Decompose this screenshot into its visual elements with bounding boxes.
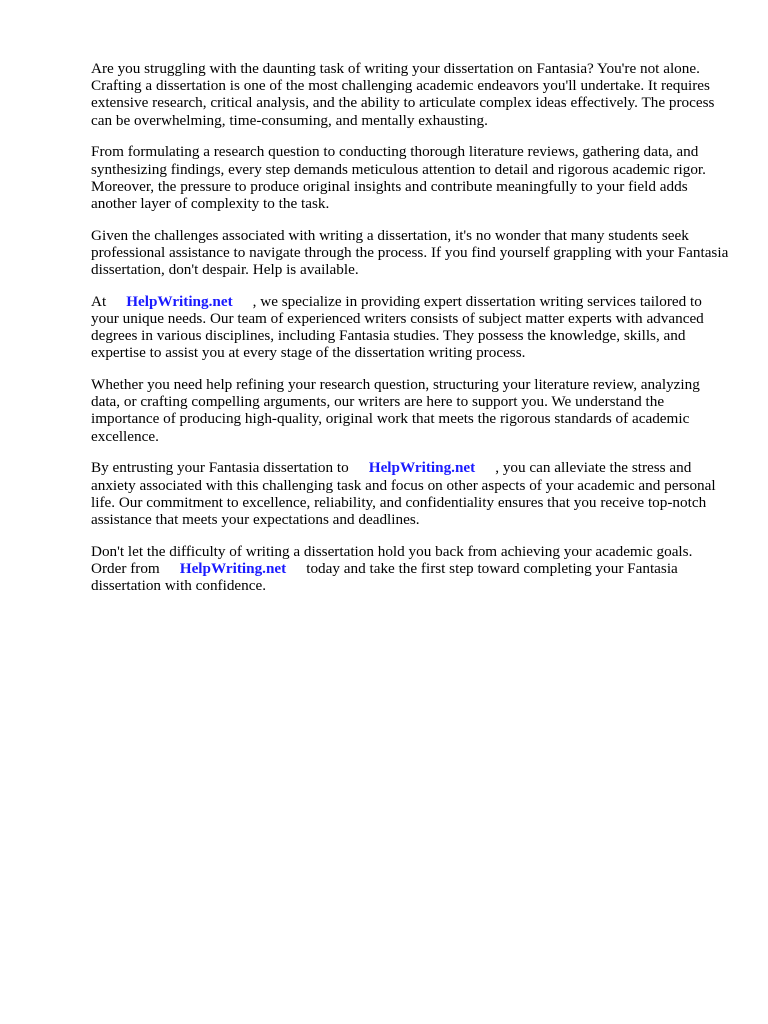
paragraph-text: At bbox=[91, 292, 107, 310]
helpwriting-link[interactable]: HelpWriting.net bbox=[179, 559, 287, 577]
helpwriting-link[interactable]: HelpWriting.net bbox=[368, 459, 476, 477]
paragraph-service-intro bbox=[91, 293, 731, 362]
paragraph-call-to-action bbox=[91, 543, 731, 595]
helpwriting-link[interactable]: HelpWriting.net bbox=[126, 292, 233, 310]
paragraph-text: , we specialize in providing expert dissertation writing services tailored to your unique needs. Our team of experienced writers consists of subject matter experts with advanced degrees in various disciplines, including Fantasia studies. They possess the knowledge, skills, and expertise to assist you at every stage of the dissertation writing process. bbox=[91, 292, 704, 362]
paragraph-text: today and take the first step toward completing your Fantasia dissertation with confidence. bbox=[91, 559, 678, 595]
paragraph-intro: Are you struggling with the daunting task of writing your dissertation on Fantasia? You're not alone. Crafting a dissertation is one of the most challenging academic endeavors you'll undertake. It requires extensive research, critical analysis, and the ability to articulate complex ideas effectively. The process can be overwhelming, time-consuming, and mentally exhausting. bbox=[91, 60, 715, 129]
paragraph-entrust bbox=[91, 459, 731, 528]
document-body bbox=[91, 60, 731, 609]
paragraph-text: , you can alleviate the stress and anxiety associated with this challenging task and focus on other aspects of your academic and personal life. Our commitment to excellence, reliability, and confidentiality ensures that you receive top-notch assistance that meets your expectations and deadlines. bbox=[91, 459, 716, 528]
paragraph-text: Don't let the difficulty of writing a dissertation hold you back from achieving your academic goals. Order from bbox=[91, 542, 693, 577]
paragraph-text: By entrusting your Fantasia dissertation to bbox=[91, 459, 349, 477]
paragraph-assistance: Given the challenges associated with writing a dissertation, it's no wonder that many students seek professional assistance to navigate through the process. If you find yourself grappling with your Fantasia dissertation, don't despair. Help is available. bbox=[91, 226, 729, 279]
paragraph-support: Whether you need help refining your research question, structuring your literature review, analyzing data, or crafting compelling arguments, our writers are here to support you. We understand the importance of producing high-quality, original work that meets the rigorous standards of academic excellence. bbox=[91, 376, 700, 445]
paragraph-challenges: From formulating a research question to conducting thorough literature reviews, gathering data, and synthesizing findings, every step demands meticulous attention to detail and rigorous academic rigor. Moreover, the pressure to produce original insights and contribute meaningfully to your field adds another layer of complexity to the task. bbox=[91, 143, 706, 212]
